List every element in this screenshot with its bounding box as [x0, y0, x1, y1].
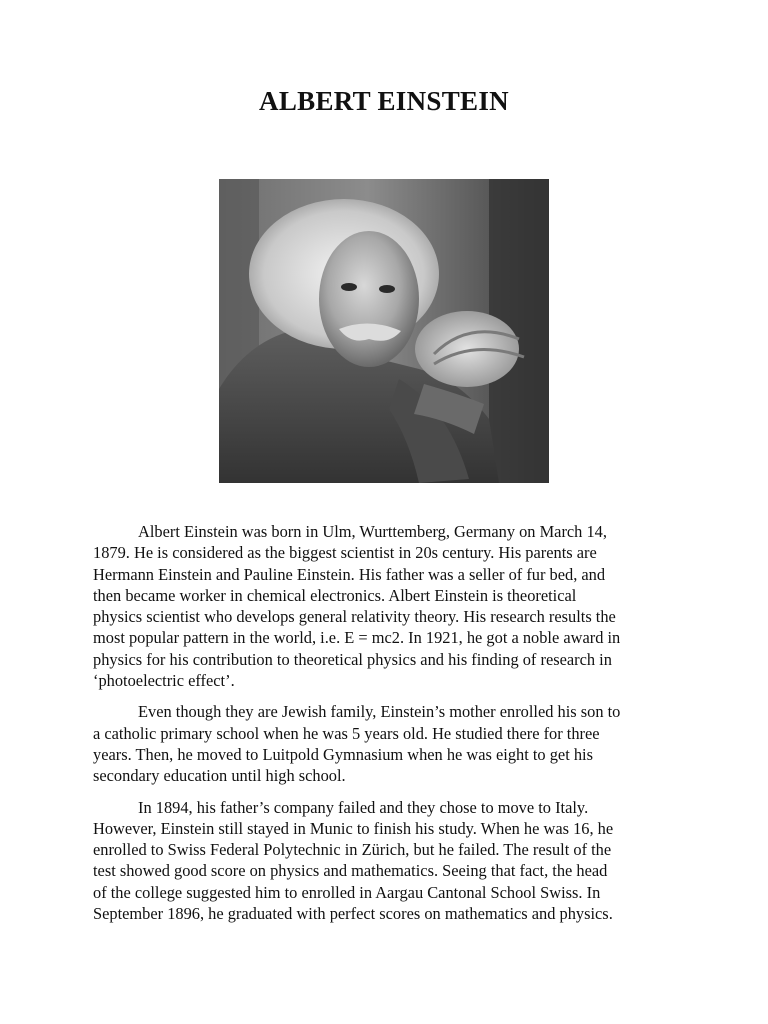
text-line: of the college suggested him to enrolled in Aargau Cantonal School Swiss. In [93, 882, 601, 902]
text-line: then became worker in chemical electronics. Albert Einstein is theoretical [93, 585, 577, 605]
portrait-image [219, 179, 549, 483]
text-line: Albert Einstein was born in Ulm, Wurttemberg, Germany on March 14, [138, 522, 607, 541]
text-line: However, Einstein still stayed in Munic to finish his study. When he was 16, he [93, 818, 614, 838]
text-line: September 1896, he graduated with perfect scores on mathematics and physics. [93, 904, 613, 924]
page-title: ALBERT EINSTEIN [259, 86, 509, 116]
text-line: a catholic primary school when he was 5 years old. He studied there for three [93, 723, 600, 743]
text-line: test showed good score on physics and mathematics. Seeing that fact, the head [93, 861, 608, 881]
paragraph-1 [93, 521, 683, 691]
portrait-photo [219, 179, 549, 483]
text-line: physics scientist who develops general relativity theory. His research results the [93, 607, 616, 627]
text-line: In 1894, his father’s company failed and they chose to move to Italy. [138, 797, 589, 817]
text-line: most popular pattern in the world, i.e. E = mc2. In 1921, he got a noble award in [93, 628, 621, 648]
text-line: Hermann Einstein and Pauline Einstein. His father was a seller of fur bed, and [93, 564, 606, 584]
paragraph-3 [93, 797, 683, 925]
text-line: ‘photoelectric effect’. [93, 671, 235, 691]
paragraph-2 [93, 701, 683, 786]
text-line: Even though they are Jewish family, Einstein’s mother enrolled his son to [138, 702, 621, 722]
text-line: years. Then, he moved to Luitpold Gymnasium when he was eight to get his [93, 744, 593, 764]
text-line: enrolled to Swiss Federal Polytechnic in Zürich, but he failed. The result of the [93, 840, 612, 860]
text-line: physics for his contribution to theoretical physics and his finding of research in [93, 649, 612, 669]
biography-text [93, 521, 683, 934]
text-line: secondary education until high school. [93, 766, 346, 786]
text-line: 1879. He is considered as the biggest scientist in 20s century. His parents are [93, 543, 597, 563]
